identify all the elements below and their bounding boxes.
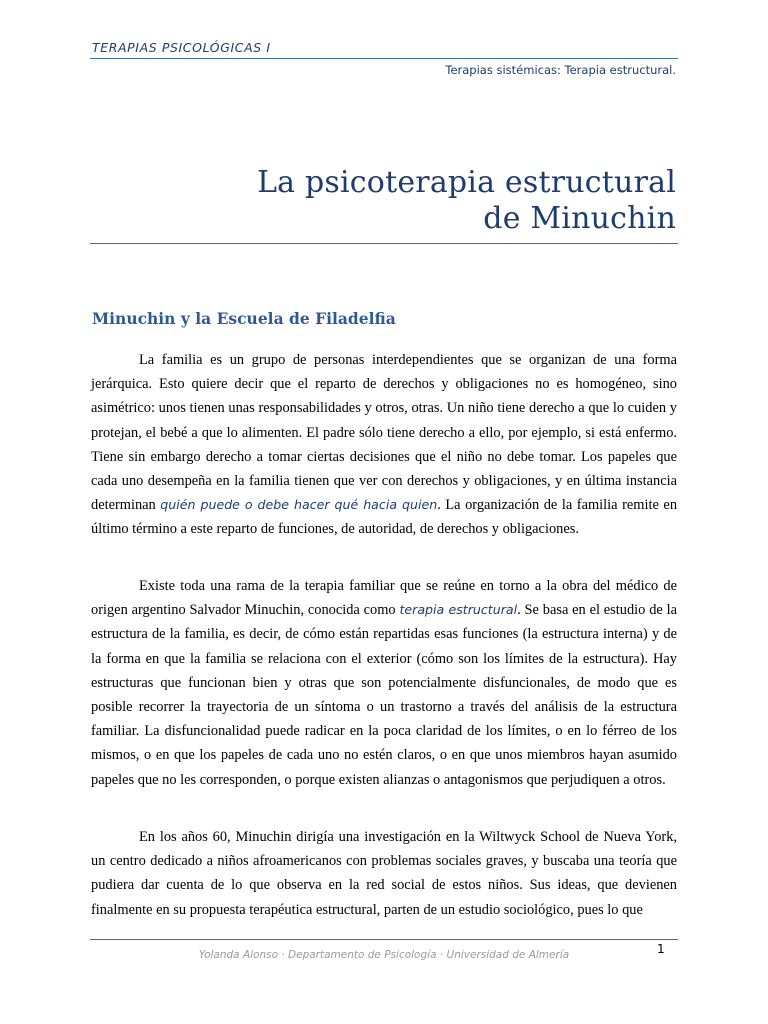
title-divider: [90, 243, 678, 244]
header-course-title: TERAPIAS PSICOLÓGICAS I: [92, 40, 271, 55]
paragraph-1-emphasis: quién puede o debe hacer qué hacia quien: [160, 497, 438, 513]
header-subtitle: Terapias sistémicas: Terapia estructural.: [445, 63, 676, 77]
page-number: 1: [657, 942, 665, 956]
section-heading: Minuchin y la Escuela de Filadelfia: [92, 309, 396, 328]
paragraph-1-text: La familia es un grupo de personas interdependientes que se organizan de una forma jerárquica. Esto quiere decir que el reparto de derechos y obligaciones no es homogéneo, sino asimétrico: unos tienen unas responsabilidades y otros, otras. Un niño tiene derecho a que lo cuiden y protejan, el bebé a que lo alimenten. El padre sólo tiene derecho a ello, por ejemplo, si está enfermo. Tiene sin embargo derecho a tomar ciertas decisiones que el niño no debe tomar. Los papeles que cada uno desempeña en la familia tienen que ver con derechos y obligaciones, y en última instancia determinan: [91, 352, 677, 514]
body-paragraph-3: [91, 825, 677, 922]
paragraph-2-text: Existe toda una rama de la terapia familiar que se reúne en torno a la obra del médico de origen argentino Salvador Minuchin, conocida como: [91, 578, 677, 619]
body-paragraph-1: [91, 348, 677, 542]
paragraph-2-emphasis: terapia estructural: [399, 602, 518, 618]
footer-divider: [90, 939, 678, 940]
paragraph-2-text-end: . Se basa en el estudio de la estructura de la familia, es decir, de cómo están repartidas esas funciones (la estructura interna) y de la forma en que la familia se relaciona con el exterior (cómo son los límites de la estructura). Hay estructuras que funcionan bien y otras que son potencialmente disfuncionales, de modo que es posible recorrer la trayectoria de un síntoma o un trastorno a través del análisis de la estructura familiar. La disfuncionalidad puede radicar en la poca claridad de los límites, o en lo férreo de los mismos, o en que los papeles de cada uno no estén claros, o en que unos miembros hayan asumido papeles que no les corresponden, o porque existen alianzas o antagonismos que perjudiquen a otros.: [91, 602, 677, 788]
page-title-line-1: La psicoterapia estructural: [257, 165, 676, 200]
page-title: [257, 165, 676, 237]
paragraph-3-text: En los años 60, Minuchin dirigía una investigación en la Wiltwyck School de Nueva York, un centro dedicado a niños afroamericanos con problemas sociales graves, y buscaba una teoría que pudiera dar cuenta de lo que observa en la red social de estos niños. Sus ideas, que devienen finalmente en su propuesta terapéutica estructural, parten de un estudio sociológico, pues lo que: [91, 829, 677, 918]
header-divider: [90, 58, 678, 59]
footer-author: Yolanda Alonso · Departamento de Psicología · Universidad de Almería: [198, 949, 570, 961]
body-paragraph-2: [91, 574, 677, 792]
paragraph-1-text-end: . La organización de la familia remite en último término a este reparto de funciones, de autoridad, de derechos y obligaciones.: [91, 497, 678, 538]
page-title-line-2: de Minuchin: [483, 201, 676, 236]
